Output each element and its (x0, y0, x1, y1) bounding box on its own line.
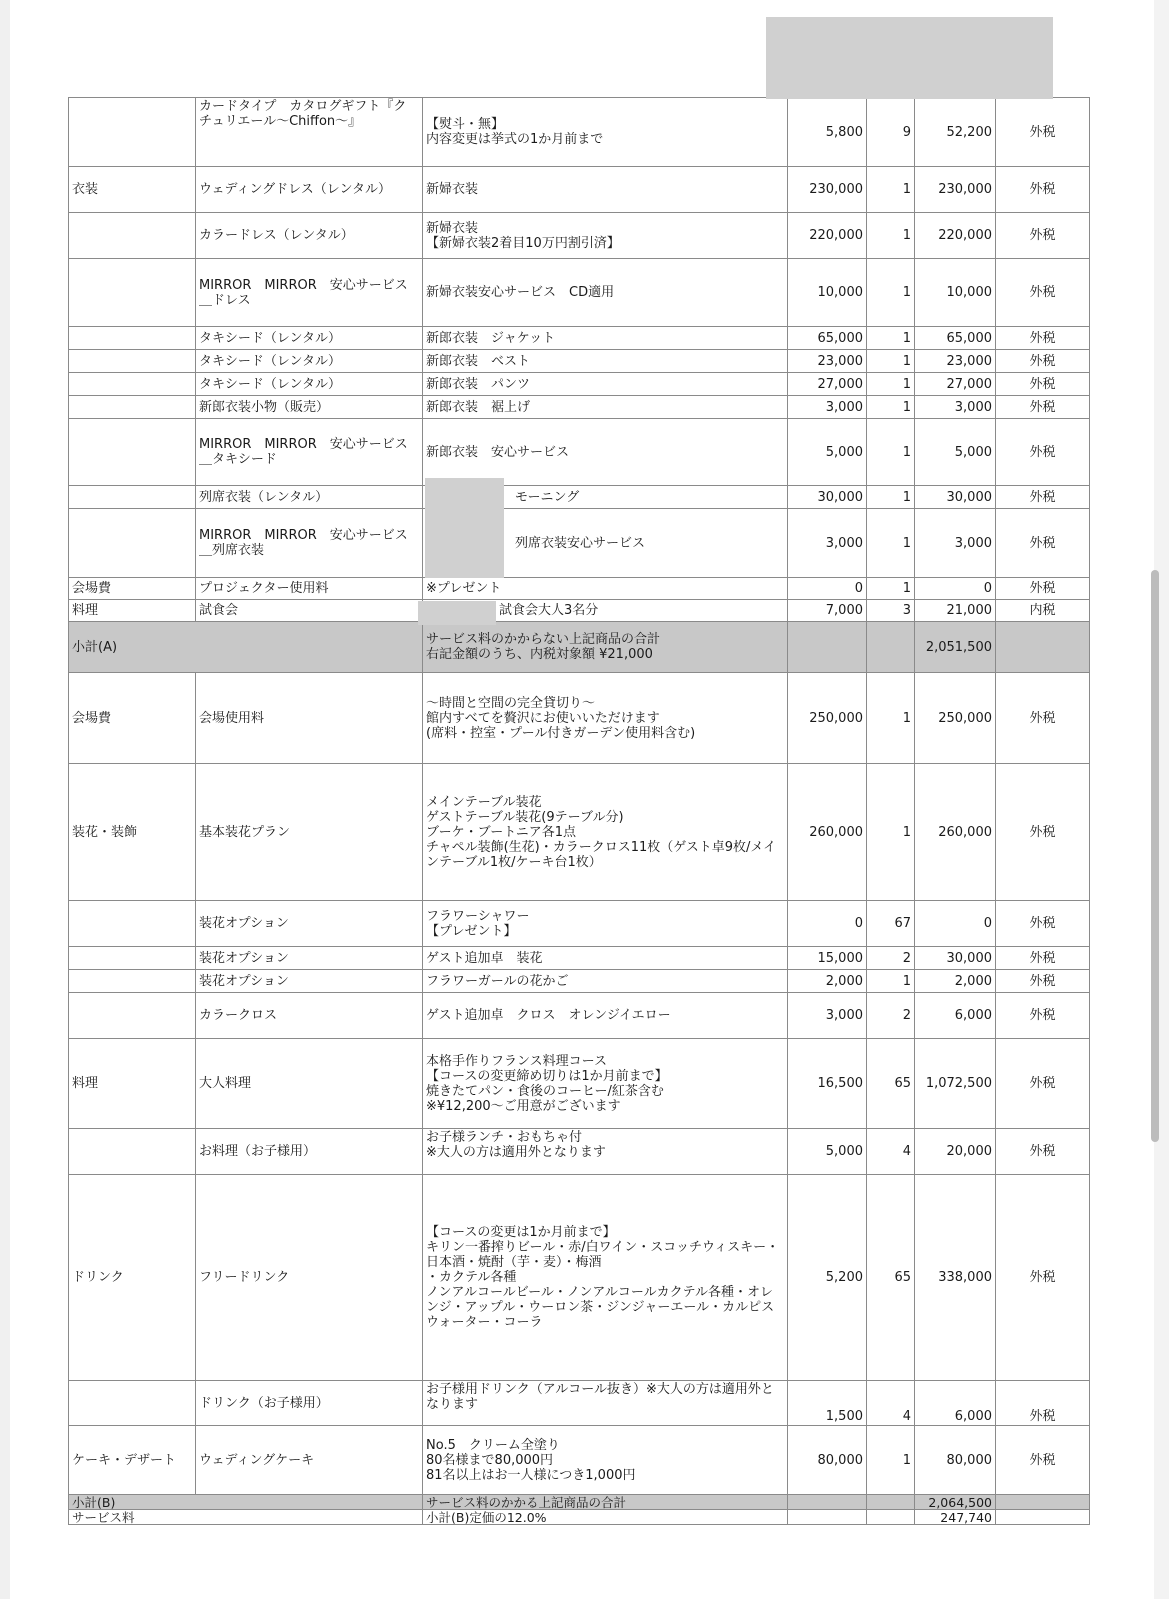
item-cell: カードタイプ カタログギフト『クチュリエール〜Chiffon〜』 (196, 98, 423, 167)
redacted-block (425, 478, 504, 578)
table-row (69, 764, 1090, 901)
amount-cell: 3,000 (915, 509, 996, 578)
tax-type-cell: 外税 (996, 1039, 1090, 1129)
amount-cell: 30,000 (915, 486, 996, 509)
unit-price-cell: 5,000 (788, 1129, 867, 1175)
unit-price-cell: 80,000 (788, 1426, 867, 1495)
tax-type-cell: 外税 (996, 373, 1090, 396)
category-cell (69, 509, 196, 578)
tax-type-cell: 外税 (996, 213, 1090, 259)
unit-price-cell: 260,000 (788, 764, 867, 901)
quantity-cell (867, 1510, 915, 1525)
quantity-cell: 65 (867, 1039, 915, 1129)
tax-type-cell: 外税 (996, 259, 1090, 327)
table-row (69, 98, 1090, 167)
detail-cell: フラワーシャワー 【プレゼント】 (423, 901, 788, 947)
tax-type-cell: 内税 (996, 600, 1090, 622)
item-cell: 基本装花プラン (196, 764, 423, 901)
quantity-cell: 1 (867, 396, 915, 419)
item-cell: カラークロス (196, 993, 423, 1039)
detail-cell: 〜時間と空間の完全貸切り〜 館内すべてを贅沢にお使いいただけます (席料・控室・プール付きガーデン使用料含む) (423, 673, 788, 764)
unit-price-cell: 7,000 (788, 600, 867, 622)
tax-type-cell: 外税 (996, 396, 1090, 419)
unit-price-cell: 65,000 (788, 327, 867, 350)
amount-cell: 21,000 (915, 600, 996, 622)
unit-price-cell: 1,500 (788, 1381, 867, 1426)
detail-cell: 新郎衣装 裾上げ (423, 396, 788, 419)
item-cell: タキシード（レンタル） (196, 350, 423, 373)
subtotal-b-amount: 2,064,500 (915, 1495, 996, 1510)
amount-cell: 6,000 (915, 1381, 996, 1426)
amount-cell: 260,000 (915, 764, 996, 901)
table-row (69, 419, 1090, 486)
tax-type-cell: 外税 (996, 1175, 1090, 1381)
redacted-block (418, 601, 496, 625)
tax-type-cell: 外税 (996, 1426, 1090, 1495)
tax-type-cell: 外税 (996, 350, 1090, 373)
detail-cell: フラワーガールの花かご (423, 970, 788, 993)
item-cell: 新郎衣装小物（販売） (196, 396, 423, 419)
amount-cell: 20,000 (915, 1129, 996, 1175)
table-row (69, 327, 1090, 350)
subtotal-a-amount: 2,051,500 (915, 622, 996, 673)
amount-cell: 6,000 (915, 993, 996, 1039)
item-cell: 大人料理 (196, 1039, 423, 1129)
table-row (69, 1129, 1090, 1175)
table-row (69, 396, 1090, 419)
quantity-cell: 1 (867, 970, 915, 993)
quantity-cell: 1 (867, 578, 915, 600)
quantity-cell (867, 622, 915, 673)
subtotal-a-description: サービス料のかからない上記商品の合計 右記金額のうち、内税対象額 ¥21,000 (423, 622, 788, 673)
amount-cell: 23,000 (915, 350, 996, 373)
unit-price-cell (788, 1495, 867, 1510)
detail-cell: お子様用ドリンク（アルコール抜き）※大人の方は適用外となります (423, 1381, 788, 1426)
tax-type-cell: 外税 (996, 764, 1090, 901)
item-cell: 装花オプション (196, 947, 423, 970)
item-cell: 列席衣装（レンタル） (196, 486, 423, 509)
tax-type-cell: 外税 (996, 486, 1090, 509)
table-row (69, 901, 1090, 947)
tax-type-cell: 外税 (996, 901, 1090, 947)
amount-cell: 27,000 (915, 373, 996, 396)
table-row (69, 1175, 1090, 1381)
table-row (69, 947, 1090, 970)
tax-type-cell: 外税 (996, 327, 1090, 350)
amount-cell: 65,000 (915, 327, 996, 350)
item-cell: プロジェクター使用料 (196, 578, 423, 600)
detail-cell: ゲスト追加卓 装花 (423, 947, 788, 970)
detail-cell: 新郎衣装 パンツ (423, 373, 788, 396)
amount-cell: 250,000 (915, 673, 996, 764)
unit-price-cell: 230,000 (788, 167, 867, 213)
amount-cell: 3,000 (915, 396, 996, 419)
quantity-cell: 4 (867, 1129, 915, 1175)
quantity-cell: 1 (867, 419, 915, 486)
item-cell: ウェディングケーキ (196, 1426, 423, 1495)
item-cell: 装花オプション (196, 970, 423, 993)
category-cell (69, 213, 196, 259)
table-row (69, 1381, 1090, 1426)
detail-cell: 新婦衣装 【新婦衣装2着目10万円割引済】 (423, 213, 788, 259)
unit-price-cell (788, 1510, 867, 1525)
category-cell (69, 396, 196, 419)
item-cell: ドリンク（お子様用） (196, 1381, 423, 1426)
category-cell (69, 486, 196, 509)
subtotal-a-row (69, 622, 1090, 673)
table-row (69, 1039, 1090, 1129)
amount-cell: 10,000 (915, 259, 996, 327)
item-cell: MIRROR MIRROR 安心サービス＿ドレス (196, 259, 423, 327)
tax-type-cell: 外税 (996, 993, 1090, 1039)
quantity-cell (867, 1495, 915, 1510)
category-cell: ケーキ・デザート (69, 1426, 196, 1495)
tax-type-cell (996, 1510, 1090, 1525)
category-cell (69, 947, 196, 970)
quantity-cell: 1 (867, 1426, 915, 1495)
unit-price-cell (788, 622, 867, 673)
category-cell (69, 98, 196, 167)
unit-price-cell: 3,000 (788, 509, 867, 578)
category-cell: 料理 (69, 1039, 196, 1129)
page-left-margin (0, 0, 10, 1599)
detail-cell: ※プレゼント (423, 578, 788, 600)
unit-price-cell: 5,200 (788, 1175, 867, 1381)
tax-type-cell: 外税 (996, 970, 1090, 993)
table-row (69, 600, 1090, 622)
unit-price-cell: 0 (788, 578, 867, 600)
category-cell: 衣装 (69, 167, 196, 213)
item-cell: 装花オプション (196, 901, 423, 947)
detail-cell: 列席衣装安心サービス (423, 509, 788, 578)
tax-type-cell: 外税 (996, 578, 1090, 600)
detail-cell: ゲスト追加卓 クロス オレンジイエロー (423, 993, 788, 1039)
table-row (69, 167, 1090, 213)
quantity-cell: 1 (867, 167, 915, 213)
category-cell: 装花・装飾 (69, 764, 196, 901)
unit-price-cell: 0 (788, 901, 867, 947)
tax-type-cell (996, 622, 1090, 673)
amount-cell: 0 (915, 578, 996, 600)
tax-type-cell: 外税 (996, 98, 1090, 167)
item-cell: 会場使用料 (196, 673, 423, 764)
quantity-cell: 1 (867, 764, 915, 901)
category-cell: 会場費 (69, 673, 196, 764)
item-cell: お料理（お子様用） (196, 1129, 423, 1175)
category-cell (69, 993, 196, 1039)
unit-price-cell: 30,000 (788, 486, 867, 509)
quotation-table (68, 97, 1090, 1525)
amount-cell: 30,000 (915, 947, 996, 970)
amount-cell: 220,000 (915, 213, 996, 259)
amount-cell: 230,000 (915, 167, 996, 213)
service-charge-description: 小計(B)定価の12.0% (423, 1510, 788, 1525)
service-charge-row (69, 1510, 1090, 1525)
quantity-cell: 2 (867, 947, 915, 970)
tax-type-cell: 外税 (996, 419, 1090, 486)
detail-cell: 新郎衣装 ベスト (423, 350, 788, 373)
quantity-cell: 1 (867, 373, 915, 396)
amount-cell: 5,000 (915, 419, 996, 486)
item-cell: フリードリンク (196, 1175, 423, 1381)
detail-cell: 新婦衣装 (423, 167, 788, 213)
detail-cell: 新郎衣装 ジャケット (423, 327, 788, 350)
quantity-cell: 1 (867, 213, 915, 259)
category-cell: ドリンク (69, 1175, 196, 1381)
quantity-cell: 1 (867, 486, 915, 509)
detail-cell: 新婦衣装安心サービス CD適用 (423, 259, 788, 327)
tax-type-cell: 外税 (996, 167, 1090, 213)
category-cell (69, 327, 196, 350)
redacted-header-block (766, 17, 1053, 99)
service-charge-amount: 247,740 (915, 1510, 996, 1525)
tax-type-cell: 外税 (996, 1381, 1090, 1426)
category-cell (69, 1381, 196, 1426)
quantity-cell: 1 (867, 259, 915, 327)
item-cell: タキシード（レンタル） (196, 327, 423, 350)
category-cell (69, 419, 196, 486)
quantity-cell: 65 (867, 1175, 915, 1381)
quantity-cell: 2 (867, 993, 915, 1039)
table-row (69, 486, 1090, 509)
detail-cell: 【熨斗・無】 内容変更は挙式の1か月前まで (423, 98, 788, 167)
table-row (69, 1426, 1090, 1495)
table-row (69, 673, 1090, 764)
unit-price-cell: 220,000 (788, 213, 867, 259)
quantity-cell: 1 (867, 327, 915, 350)
detail-cell: 【コースの変更は1か月前まで】 キリン一番搾りビール・赤/白ワイン・スコッチウィスキー・日本酒・焼酎（芋・麦）・梅酒 ・カクテル各種 ノンアルコールビール・ノンアルコールカクテル各種・オレンジ・アップル・ウーロン茶・ジンジャーエール・カルピスウォーター・コーラ (423, 1175, 788, 1381)
detail-cell: 試食会大人3名分 (423, 600, 788, 622)
unit-price-cell: 5,000 (788, 419, 867, 486)
unit-price-cell: 23,000 (788, 350, 867, 373)
quantity-cell: 1 (867, 673, 915, 764)
table-row (69, 213, 1090, 259)
amount-cell: 52,200 (915, 98, 996, 167)
unit-price-cell: 15,000 (788, 947, 867, 970)
unit-price-cell: 5,800 (788, 98, 867, 167)
tax-type-cell: 外税 (996, 1129, 1090, 1175)
item-cell: MIRROR MIRROR 安心サービス＿列席衣装 (196, 509, 423, 578)
amount-cell: 80,000 (915, 1426, 996, 1495)
item-cell: MIRROR MIRROR 安心サービス＿タキシード (196, 419, 423, 486)
table-row (69, 970, 1090, 993)
quantity-cell: 67 (867, 901, 915, 947)
tax-type-cell: 外税 (996, 673, 1090, 764)
amount-cell: 2,000 (915, 970, 996, 993)
detail-cell: お子様ランチ・おもちゃ付 ※大人の方は適用外となります (423, 1129, 788, 1175)
detail-cell: 新郎衣装 安心サービス (423, 419, 788, 486)
service-charge-label: サービス料 (69, 1510, 423, 1525)
item-cell: 試食会 (196, 600, 423, 622)
unit-price-cell: 27,000 (788, 373, 867, 396)
detail-cell: モーニング (423, 486, 788, 509)
table-row (69, 578, 1090, 600)
quantity-cell: 3 (867, 600, 915, 622)
category-cell (69, 901, 196, 947)
subtotal-b-label: 小計(B) (69, 1495, 423, 1510)
detail-cell: 本格手作りフランス料理コース 【コースの変更締め切りは1か月前まで】 焼きたてパン・食後のコーヒー/紅茶含む ※¥12,200〜ご用意がございます (423, 1039, 788, 1129)
table-row (69, 509, 1090, 578)
quantity-cell: 4 (867, 1381, 915, 1426)
table-row (69, 350, 1090, 373)
category-cell (69, 259, 196, 327)
unit-price-cell: 3,000 (788, 993, 867, 1039)
vertical-scrollbar[interactable] (1151, 570, 1159, 1142)
quantity-cell: 9 (867, 98, 915, 167)
tax-type-cell (996, 1495, 1090, 1510)
amount-cell: 0 (915, 901, 996, 947)
amount-cell: 338,000 (915, 1175, 996, 1381)
table-row (69, 259, 1090, 327)
unit-price-cell: 2,000 (788, 970, 867, 993)
subtotal-b-row (69, 1495, 1090, 1510)
quantity-cell: 1 (867, 509, 915, 578)
unit-price-cell: 250,000 (788, 673, 867, 764)
subtotal-b-description: サービス料のかかる上記商品の合計 (423, 1495, 788, 1510)
table-row (69, 373, 1090, 396)
category-cell: 会場費 (69, 578, 196, 600)
detail-cell: メインテーブル装花 ゲストテーブル装花(9テーブル分) ブーケ・ブートニア各1点 チャペル装飾(生花)・カラークロス11枚（ゲスト卓9枚/メインテーブル1枚/ケーキ台1枚） (423, 764, 788, 901)
category-cell (69, 373, 196, 396)
tax-type-cell: 外税 (996, 947, 1090, 970)
amount-cell: 1,072,500 (915, 1039, 996, 1129)
detail-cell: No.5 クリーム全塗り 80名様まで80,000円 81名以上はお一人様につき1,000円 (423, 1426, 788, 1495)
subtotal-a-label: 小計(A) (69, 622, 423, 673)
category-cell: 料理 (69, 600, 196, 622)
unit-price-cell: 10,000 (788, 259, 867, 327)
item-cell: カラードレス（レンタル） (196, 213, 423, 259)
item-cell: タキシード（レンタル） (196, 373, 423, 396)
tax-type-cell: 外税 (996, 509, 1090, 578)
unit-price-cell: 16,500 (788, 1039, 867, 1129)
table-row (69, 993, 1090, 1039)
quantity-cell: 1 (867, 350, 915, 373)
category-cell (69, 970, 196, 993)
item-cell: ウェディングドレス（レンタル） (196, 167, 423, 213)
category-cell (69, 1129, 196, 1175)
category-cell (69, 350, 196, 373)
unit-price-cell: 3,000 (788, 396, 867, 419)
